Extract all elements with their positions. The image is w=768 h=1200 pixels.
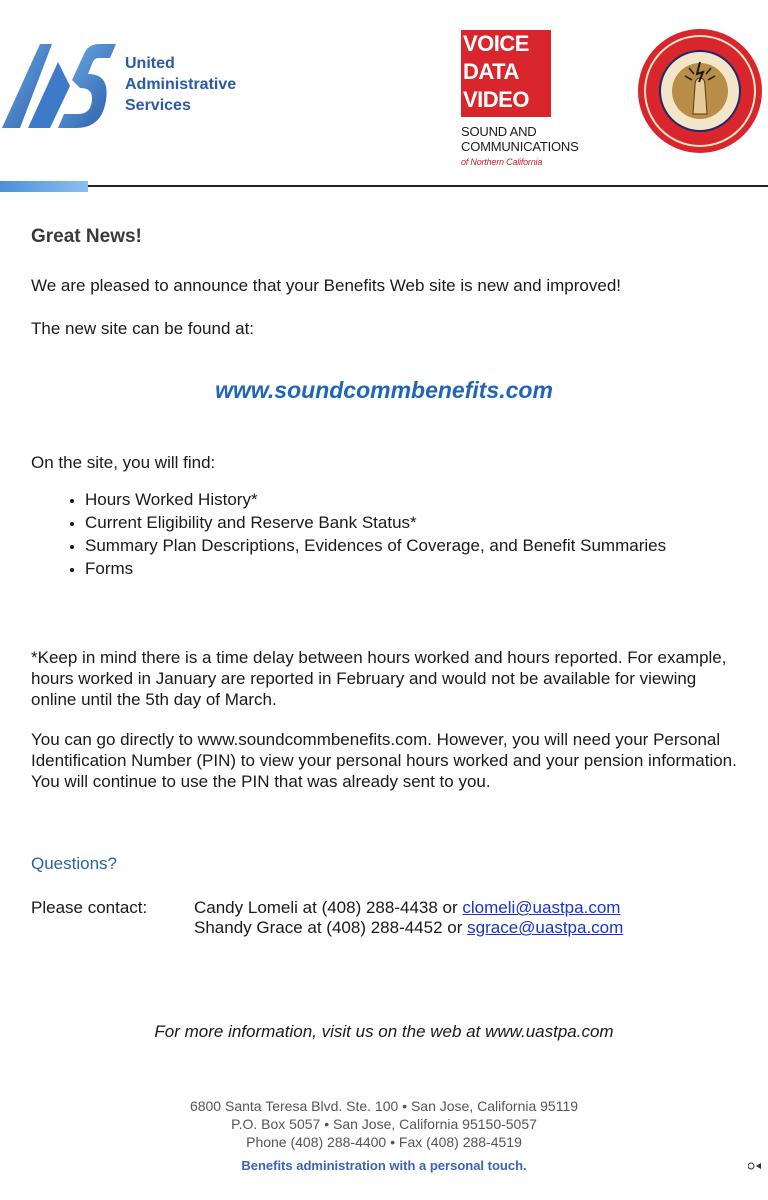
union-bug-icon [748, 1162, 762, 1170]
list-item: • Hours Worked History* [85, 489, 735, 511]
vdv-sub-line: SOUND AND [461, 124, 537, 139]
list-item: • Summary Plan Descriptions, Evidences of Coverage, and Benefit Summaries [85, 535, 735, 557]
address-line: 6800 Santa Teresa Blvd. Ste. 100 • San Jose, California 95119 [189, 1098, 579, 1114]
list-item: • Forms [85, 558, 735, 580]
header-accent-bar [0, 181, 88, 192]
address-line: P.O. Box 5057 • San Jose, California 95150-5057 [231, 1116, 537, 1132]
uas-name-line: Administrative [125, 76, 237, 93]
header-divider [88, 185, 768, 187]
contact-shandy [194, 918, 623, 938]
vdv-line: VIDEO [463, 87, 529, 112]
email-link[interactable]: clomeli@uastpa.com [462, 898, 621, 917]
address-line: Phone (408) 288-4400 • Fax (408) 288-4519 [246, 1134, 522, 1150]
more-info-text: For more information, visit us on the web at www.uastpa.com [154, 1022, 614, 1041]
contact-label: Please contact: [31, 898, 148, 917]
intro-text: We are pleased to announce that your Benefits Web site is new and improved! [31, 276, 621, 295]
delay-note: *Keep in mind there is a time delay between hours worked and hours reported. For example, hours worked in January are reported in February and would not be available for viewing online until the 5th day of March. [31, 648, 727, 709]
vdv-sub-line: COMMUNICATIONS [461, 139, 579, 154]
vdv-region: of Northern California [461, 157, 543, 167]
pin-paragraph: You can go directly to www.soundcommbenefits.com. However, you will need your Personal Identification Number (PIN) to view your personal hours worked and your pension information. You will continue to use the PIN that was already sent to you. [31, 730, 737, 791]
contact-text: Shandy Grace at (408) 288-4452 or [194, 918, 468, 937]
ibew-seal-icon [637, 28, 763, 154]
tagline: Benefits administration with a personal touch. [241, 1158, 527, 1173]
site-url-link[interactable]: www.soundcommbenefits.com [215, 377, 553, 403]
contact-text: Candy Lomeli at (408) 288-4438 or [194, 898, 463, 917]
questions-heading: Questions? [31, 854, 117, 873]
uas-name-line: Services [125, 97, 191, 114]
found-at-text: The new site can be found at: [31, 319, 255, 338]
uas-name [125, 53, 236, 116]
list-item: • Current Eligibility and Reserve Bank Status* [85, 512, 735, 534]
vdv-subtitle [461, 124, 579, 170]
letter-heading: Great News! [31, 226, 142, 247]
on-site-text: On the site, you will find: [31, 453, 216, 472]
email-link[interactable]: sgrace@uastpa.com [467, 918, 624, 937]
vdv-line: DATA [463, 59, 519, 84]
contact-candy [194, 898, 620, 918]
vdv-line: VOICE [463, 31, 529, 56]
features-list [56, 489, 735, 581]
vdv-logo [461, 30, 551, 117]
uas-name-line: United [125, 55, 175, 72]
uas-logo-icon [0, 40, 118, 130]
